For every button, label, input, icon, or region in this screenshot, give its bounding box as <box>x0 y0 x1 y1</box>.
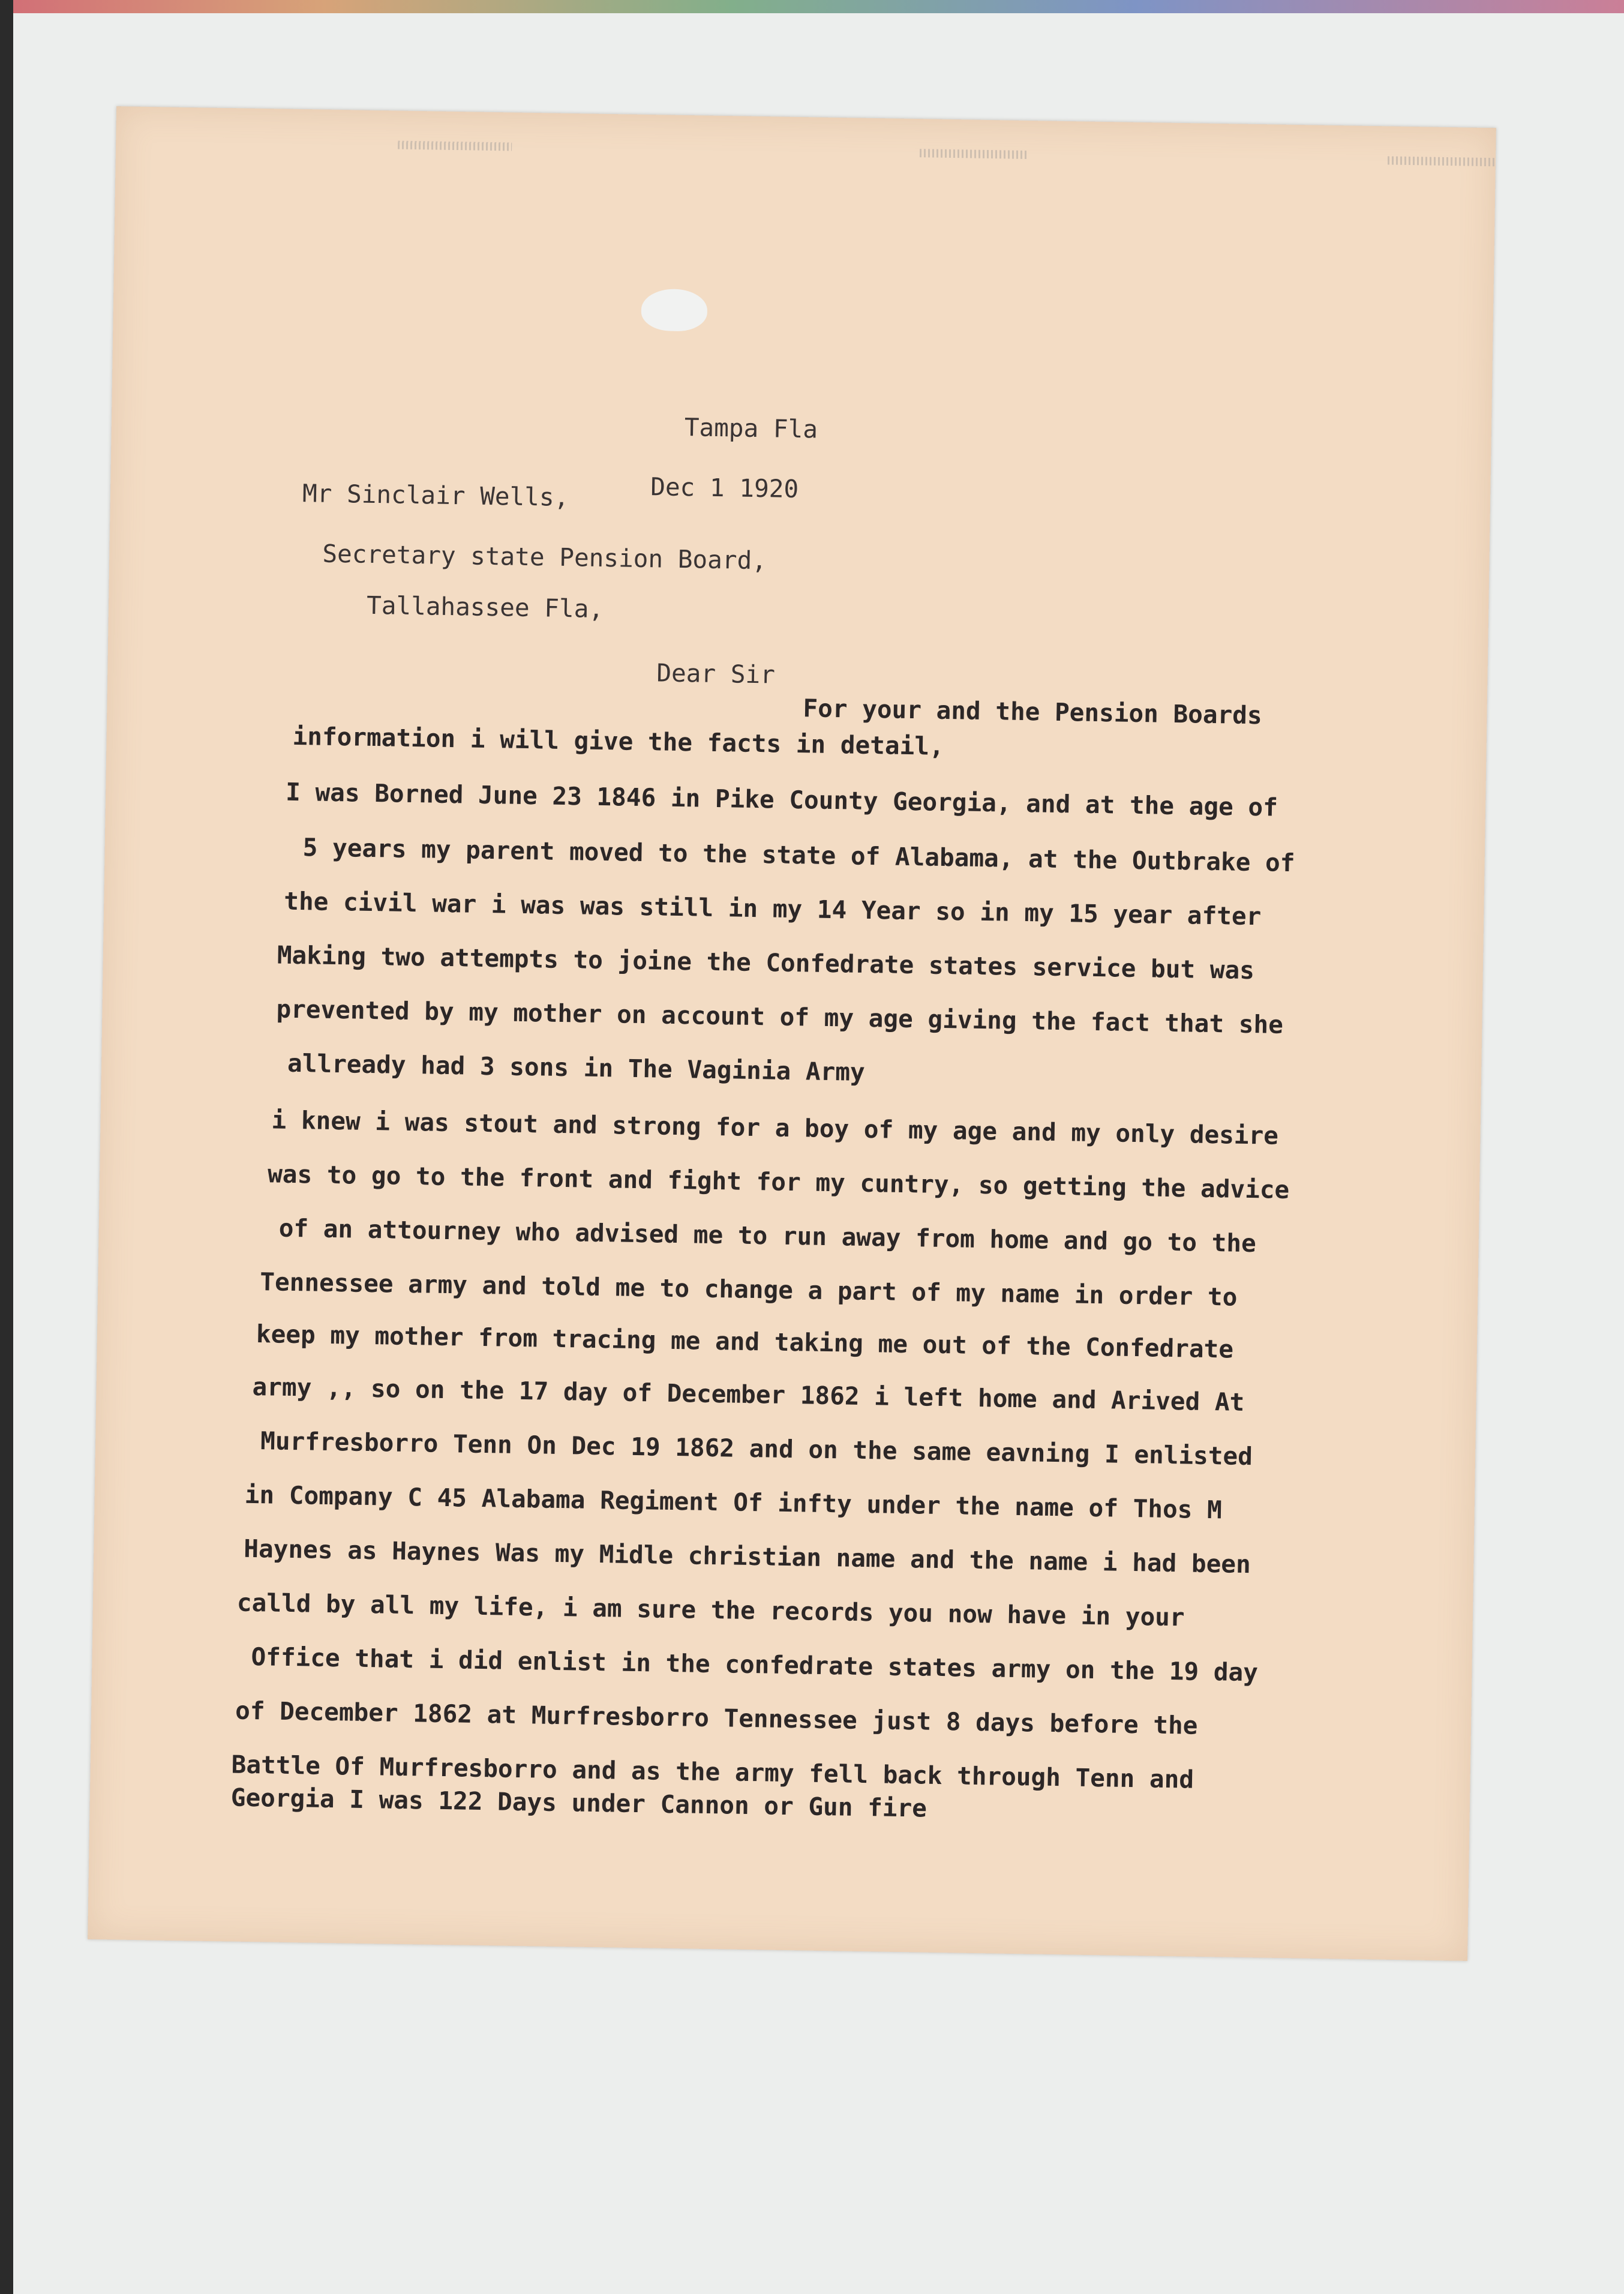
letter-line: information i will give the facts in detail, <box>292 721 945 761</box>
letter-line: 5 years my parent moved to the state of Alabama, at the Outbrake of <box>302 833 1295 878</box>
letter-line: Haynes as Haynes Was my Midle christian name and the name i had been <box>244 1534 1251 1579</box>
letter-line: the civil war i was was still in my 14 Year so in my 15 year after <box>283 886 1262 931</box>
letter-line: Battle Of Murfresborro and as the army fell back through Tenn and <box>231 1750 1194 1794</box>
opening-line: For your and the Pension Boards <box>803 694 1263 730</box>
letter-line: I was Borned June 23 1846 in Pike County Georgia, and at the age of <box>285 777 1278 822</box>
scan-edge-top <box>0 0 1624 13</box>
letter-page <box>88 106 1496 1961</box>
letter-line: keep my mother from tracing me and taking me out of the Confedrate <box>256 1320 1234 1364</box>
recipient-city: Tallahassee Fla, <box>366 590 604 623</box>
letter-line: calld by all my life, i am sure the records you now have in your <box>236 1588 1185 1632</box>
letter-line: Tennessee army and told me to change a part of my name in order to <box>260 1267 1238 1312</box>
letter-line: was to go to the front and fight for my cuntry, so getting the advice <box>267 1159 1290 1205</box>
salutation: Dear Sir <box>656 658 776 689</box>
punch-hole <box>641 289 707 332</box>
letter-line: of December 1862 at Murfresborro Tennessee just 8 days before the <box>235 1696 1198 1740</box>
letter-line: Georgia I was 122 Days under Cannon or Gun fire <box>230 1783 927 1823</box>
scan-edge-left <box>0 0 13 2294</box>
letter-line: army ,, so on the 17 day of December 1862 i left home and Arived At <box>252 1372 1245 1417</box>
perforation-mark <box>1388 156 1496 166</box>
letter-line: in Company C 45 Alabama Regiment Of infty under the name of Thos M <box>244 1480 1223 1525</box>
letter-line: of an attourney who advised me to run away from home and go to the <box>278 1213 1257 1258</box>
perforation-mark <box>398 141 512 151</box>
letter-line: prevented by my mother on account of my age giving the fact that she <box>276 994 1284 1039</box>
letter-line: i knew i was stout and strong for a boy of my age and my only desire <box>271 1105 1279 1150</box>
recipient-name: Mr Sinclair Wells, <box>302 479 569 512</box>
letter-line: Making two attempts to joine the Confedrate states service but was <box>277 940 1255 985</box>
perforation-mark <box>920 149 1028 159</box>
letter-date: Dec 1 1920 <box>650 472 799 504</box>
letter-line: allready had 3 sons in The Vaginia Army <box>287 1048 866 1087</box>
letter-line: Office that i did enlist in the confedrate states army on the 19 day <box>251 1642 1259 1687</box>
recipient-title: Secretary state Pension Board, <box>322 539 767 575</box>
letter-place: Tampa Fla <box>684 413 818 444</box>
letter-line: Murfresborro Tenn On Dec 19 1862 and on the same eavning I enlisted <box>260 1426 1253 1471</box>
